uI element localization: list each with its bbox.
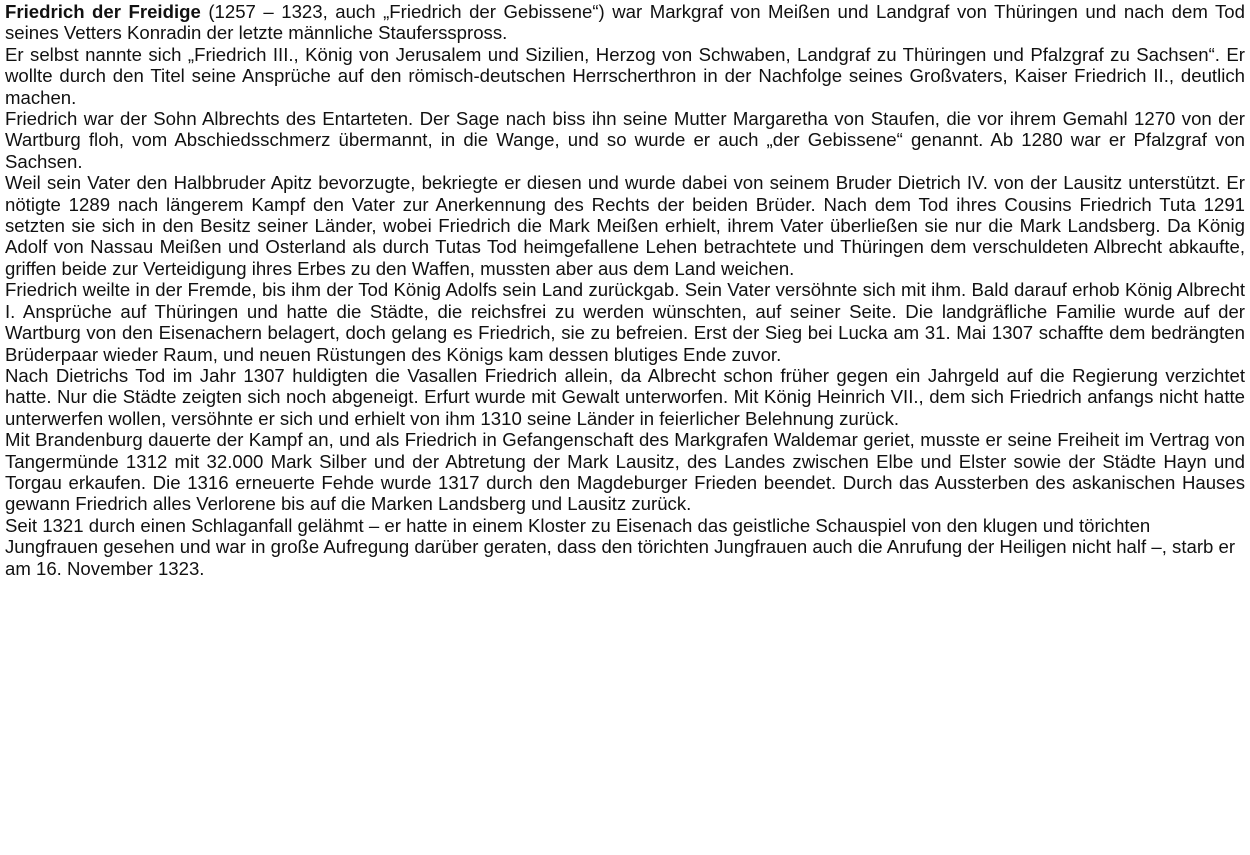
paragraph-origin: Friedrich war der Sohn Albrechts des Entarteten. Der Sage nach biss ihn seine Mutter Margaretha von Staufen, die vor ihrem Gemahl 1270 von der Wartburg floh, vom Abschiedsschmerz übermannt, in die Wange, und so wurde er auch „der Gebissene“ genannt. Ab 1280 war er Pfalzgraf von Sachsen. [5,108,1245,172]
paragraph-conflict: Weil sein Vater den Halbbruder Apitz bevorzugte, bekriegte er diesen und wurde dabei von seinem Bruder Dietrich IV. von der Lausitz unterstützt. Er nötigte 1289 nach längerem Kampf den Vater zur Anerkennung des Rechts der beiden Brüder. Nach dem Tod ihres Cousins Friedrich Tuta 1291 setzten sie sich in den Besitz seiner Länder, wobei Friedrich die Mark Meißen erhielt, ihrem Vater überließen sie nur die Mark Landsberg. Da König Adolf von Nassau Meißen und Osterland als durch Tutas Tod heimgefallene Lehen betrachtete und Thüringen dem verschuldeten Albrecht abkaufte, griffen beide zur Verteidigung ihres Erbes zu den Waffen, mussten aber aus dem Land weichen. [5,172,1245,279]
paragraph-homage: Nach Dietrichs Tod im Jahr 1307 huldigten die Vasallen Friedrich allein, da Albrecht schon früher gegen ein Jahrgeld auf die Regierung verzichtet hatte. Nur die Städte zeigten sich noch abgeneigt. Erfurt wurde mit Gewalt unterworfen. Mit König Heinrich VII., dem sich Friedrich anfangs nicht hatte unterwerfen wollen, versöhnte er sich und erhielt von ihm 1310 seine Länder in feierlicher Belehnung zurück. [5,364,1245,429]
paragraph-exile: Friedrich weilte in der Fremde, bis ihm der Tod König Adolfs sein Land zurückgab. Sein Vater versöhnte sich mit ihm. Bald darauf erhob König Albrecht I. Ansprüche auf Thüringen und hatte die Städte, die reichsfrei zu werden wünschten, auf seiner Seite. Die landgräfliche Familie wurde auf der Wartburg von den Eisenachern belagert, doch gelang es Friedrich, sie zu befreien. Erst der Sieg bei Lucka am 31. Mai 1307 schaffte dem bedrängten Brüderpaar wieder Raum, und neuen Rüstungen des Königs kam dessen blutiges Ende zuvor. [5,279,1245,365]
paragraph-title: Er selbst nannte sich „Friedrich III., König von Jerusalem und Sizilien, Herzog von Schwaben, Landgraf zu Thüringen und Pfalzgraf zu Sachsen“. Er wollte durch den Titel seine Ansprüche auf den römisch-deutschen Herrscherthron in der Nachfolge seines Großvaters, Kaiser Friedrich II., deutlich machen. [5,43,1245,108]
paragraph-death: Seit 1321 durch einen Schlaganfall gelähmt – er hatte in einem Kloster zu Eisenach das geistliche Schauspiel von den klugen und törichten Jungfrauen gesehen und war in große Aufregung darüber geraten, dass den törichten Jungfrauen auch die Anrufung der Heiligen nicht half –, starb er am 16. November 1323. [5,514,1236,579]
paragraph-intro [5,1,1245,44]
paragraph-intro-text: (1257 – 1323, auch „Friedrich der Gebissene“) war Markgraf von Meißen und Landgraf von Thüringen und nach dem Tod seines Vetters Konradin der letzte männliche Staufersspross. [5,1,1245,44]
article-subject-name: Friedrich der Freidige [5,1,201,22]
paragraph-brandenburg: Mit Brandenburg dauerte der Kampf an, und als Friedrich in Gefangenschaft des Markgrafen Waldemar geriet, musste er seine Freiheit im Vertrag von Tangermünde 1312 mit 32.000 Mark Silber und der Abtretung der Mark Lausitz, des Landes zwischen Elbe und Elster sowie der Städte Hayn und Torgau erkaufen. Die 1316 erneuerte Fehde wurde 1317 durch den Magdeburger Frieden beendet. Durch das Aussterben des askanischen Hauses gewann Friedrich alles Verlorene bis auf die Marken Landsberg und Lausitz zurück. [5,429,1245,515]
article-body [5,1,1245,579]
